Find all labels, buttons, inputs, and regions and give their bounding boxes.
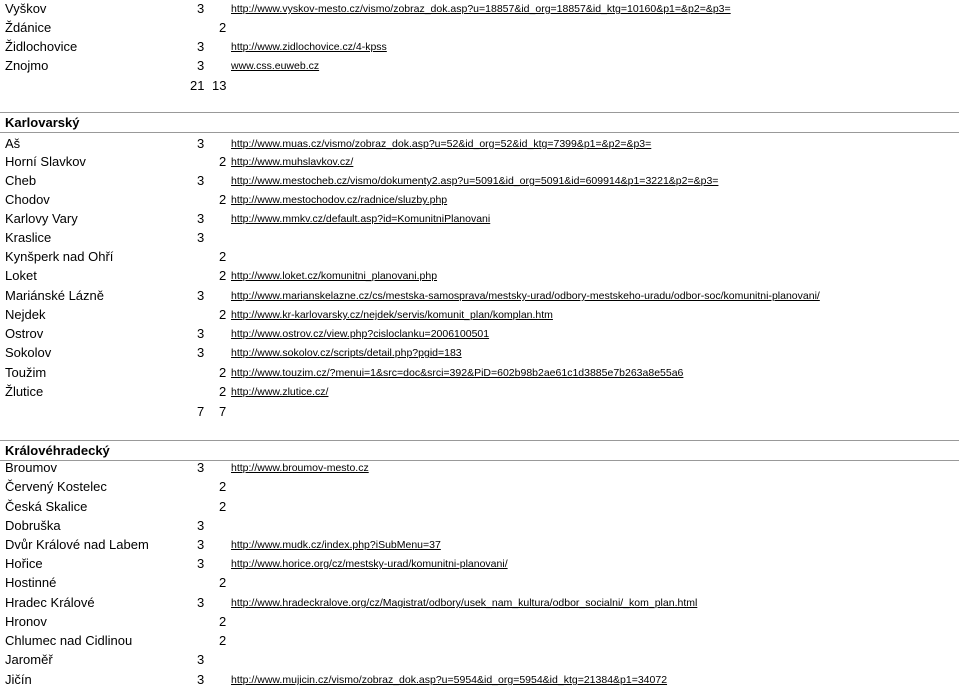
score-3: 3 (197, 345, 205, 360)
score-3: 3 (197, 460, 205, 475)
score-2: 2 (219, 575, 227, 590)
city-name: Ždánice (5, 20, 52, 35)
city-name: Karlovy Vary (5, 211, 78, 226)
url-link[interactable]: http://www.mujicin.cz/vismo/zobraz_dok.asp?u=5954&id_org=5954&id_ktg=21384&p1=34072 (231, 674, 668, 686)
url-link[interactable]: http://www.loket.cz/komunitni_planovani.php (231, 270, 438, 282)
total-3: 7 (197, 404, 205, 419)
table-row (0, 612, 959, 631)
score-3: 3 (197, 672, 205, 687)
table-row (0, 497, 959, 516)
score-3: 3 (197, 58, 205, 73)
url-link[interactable]: http://www.hradeckralove.org/cz/Magistrat/odbory/usek_nam_kultura/odbor_socialni/_kom_plan.html (231, 597, 698, 609)
table-row (0, 516, 959, 535)
region-title: Královéhradecký (5, 443, 110, 458)
url-link[interactable]: http://www.zlutice.cz/ (231, 386, 329, 398)
table-row (0, 171, 959, 190)
table-row (0, 134, 959, 153)
city-name: Dobruška (5, 518, 61, 533)
score-3: 3 (197, 595, 205, 610)
city-name: Aš (5, 136, 21, 151)
city-name: Mariánské Lázně (5, 288, 104, 303)
score-3: 3 (197, 652, 205, 667)
score-3: 3 (197, 556, 205, 571)
city-name: Broumov (5, 460, 58, 475)
score-3: 3 (197, 39, 205, 54)
score-2: 2 (219, 307, 227, 322)
table-row (0, 266, 959, 285)
city-name: Znojmo (5, 58, 49, 73)
url-link[interactable]: http://www.muhslavkov.cz/ (231, 156, 354, 168)
table-row (0, 650, 959, 669)
total-2: 13 (212, 78, 227, 93)
score-3: 3 (197, 288, 205, 303)
total-3: 21 (190, 78, 205, 93)
city-name: Horní Slavkov (5, 154, 86, 169)
table-row (0, 343, 959, 362)
url-link[interactable]: http://www.kr-karlovarsky.cz/nejdek/servis/komunit_plan/komplan.htm (231, 309, 553, 321)
score-2: 2 (219, 499, 227, 514)
score-3: 3 (197, 173, 205, 188)
score-2: 2 (219, 249, 227, 264)
score-2: 2 (219, 614, 227, 629)
city-name: Hradec Králové (5, 595, 95, 610)
table-row (0, 593, 959, 612)
table-row (0, 0, 959, 18)
city-name: Červený Kostelec (5, 479, 107, 494)
city-name: Hronov (5, 614, 47, 629)
url-link[interactable]: http://www.mudk.cz/index.php?iSubMenu=37 (231, 539, 441, 551)
score-3: 3 (197, 518, 205, 533)
table-row (0, 152, 959, 171)
score-2: 2 (219, 384, 227, 399)
city-name: Sokolov (5, 345, 52, 360)
table-row (0, 573, 959, 592)
table-row (0, 554, 959, 573)
url-link[interactable]: http://www.mestocheb.cz/vismo/dokumenty2.asp?u=5091&id_org=5091&id=609914&p1=3221&p2=&p3= (231, 175, 719, 187)
table-row (0, 247, 959, 266)
region-header (0, 112, 959, 133)
table-row (0, 535, 959, 554)
score-2: 2 (219, 154, 227, 169)
score-3: 3 (197, 211, 205, 226)
url-link[interactable]: http://www.marianskelazne.cz/cs/mestska-samosprava/mestsky-urad/odbory-mestskeho-uradu/odbor-soc/komunitni-planovani/ (231, 290, 820, 302)
url-link[interactable]: http://www.sokolov.cz/scripts/detail.php?pgid=183 (231, 347, 462, 359)
table-row (0, 37, 959, 56)
url-link[interactable]: http://www.muas.cz/vismo/zobraz_dok.asp?u=52&id_org=52&id_ktg=7399&p1=&p2=&p3= (231, 138, 652, 150)
url-link[interactable]: http://www.vyskov-mesto.cz/vismo/zobraz_dok.asp?u=18857&id_org=18857&id_ktg=10160&p1=&p2=&p3= (231, 3, 731, 15)
table-row (0, 209, 959, 228)
url-link[interactable]: www.css.euweb.cz (231, 60, 320, 72)
table-row (0, 324, 959, 343)
city-name: Loket (5, 268, 37, 283)
city-name: Nejdek (5, 307, 46, 322)
url-link[interactable]: http://www.ostrov.cz/view.php?cisloclanku=2006100501 (231, 328, 490, 340)
city-name: Ostrov (5, 326, 44, 341)
score-3: 3 (197, 537, 205, 552)
table-row (0, 286, 959, 305)
score-2: 2 (219, 633, 227, 648)
score-2: 2 (219, 365, 227, 380)
city-name: Hostinné (5, 575, 57, 590)
table-row (0, 477, 959, 496)
city-name: Žlutice (5, 384, 44, 399)
score-3: 3 (197, 136, 205, 151)
url-link[interactable]: http://www.zidlochovice.cz/4-kpss (231, 41, 387, 53)
city-name: Cheb (5, 173, 37, 188)
score-2: 2 (219, 20, 227, 35)
city-name: Jaroměř (5, 652, 53, 667)
table-row (0, 305, 959, 324)
table-row (0, 56, 959, 75)
region-title: Karlovarský (5, 115, 80, 130)
city-name: Vyškov (5, 1, 47, 16)
city-name: Židlochovice (5, 39, 78, 54)
city-name: Česká Skalice (5, 499, 88, 514)
url-link[interactable]: http://www.touzim.cz/?menui=1&src=doc&srci=392&PiD=602b98b2ae61c1d3885e7b263a8e55a6 (231, 367, 684, 379)
totals-row (0, 402, 959, 421)
city-name: Hořice (5, 556, 43, 571)
table-row (0, 458, 959, 477)
table-row (0, 670, 959, 689)
city-name: Kynšperk nad Ohří (5, 249, 114, 264)
score-2: 2 (219, 479, 227, 494)
table-row (0, 18, 959, 37)
score-2: 2 (219, 268, 227, 283)
score-3: 3 (197, 1, 205, 16)
city-name: Dvůr Králové nad Labem (5, 537, 149, 552)
table-row (0, 190, 959, 209)
table-row (0, 382, 959, 401)
table-row (0, 631, 959, 650)
city-name: Jičín (5, 672, 32, 687)
city-name: Chodov (5, 192, 50, 207)
url-link[interactable]: http://www.broumov-mesto.cz (231, 462, 369, 474)
score-3: 3 (197, 326, 205, 341)
total-2: 7 (219, 404, 227, 419)
table-row (0, 228, 959, 247)
url-link[interactable]: http://www.mmkv.cz/default.asp?id=KomunitniPlanovani (231, 213, 491, 225)
city-name: Toužim (5, 365, 47, 380)
score-3: 3 (197, 230, 205, 245)
url-link[interactable]: http://www.horice.org/cz/mestsky-urad/komunitni-planovani/ (231, 558, 508, 570)
url-link[interactable]: http://www.mestochodov.cz/radnice/sluzby.php (231, 194, 448, 206)
table-row (0, 363, 959, 382)
city-name: Kraslice (5, 230, 52, 245)
totals-row (0, 76, 959, 95)
score-2: 2 (219, 192, 227, 207)
city-name: Chlumec nad Cidlinou (5, 633, 133, 648)
